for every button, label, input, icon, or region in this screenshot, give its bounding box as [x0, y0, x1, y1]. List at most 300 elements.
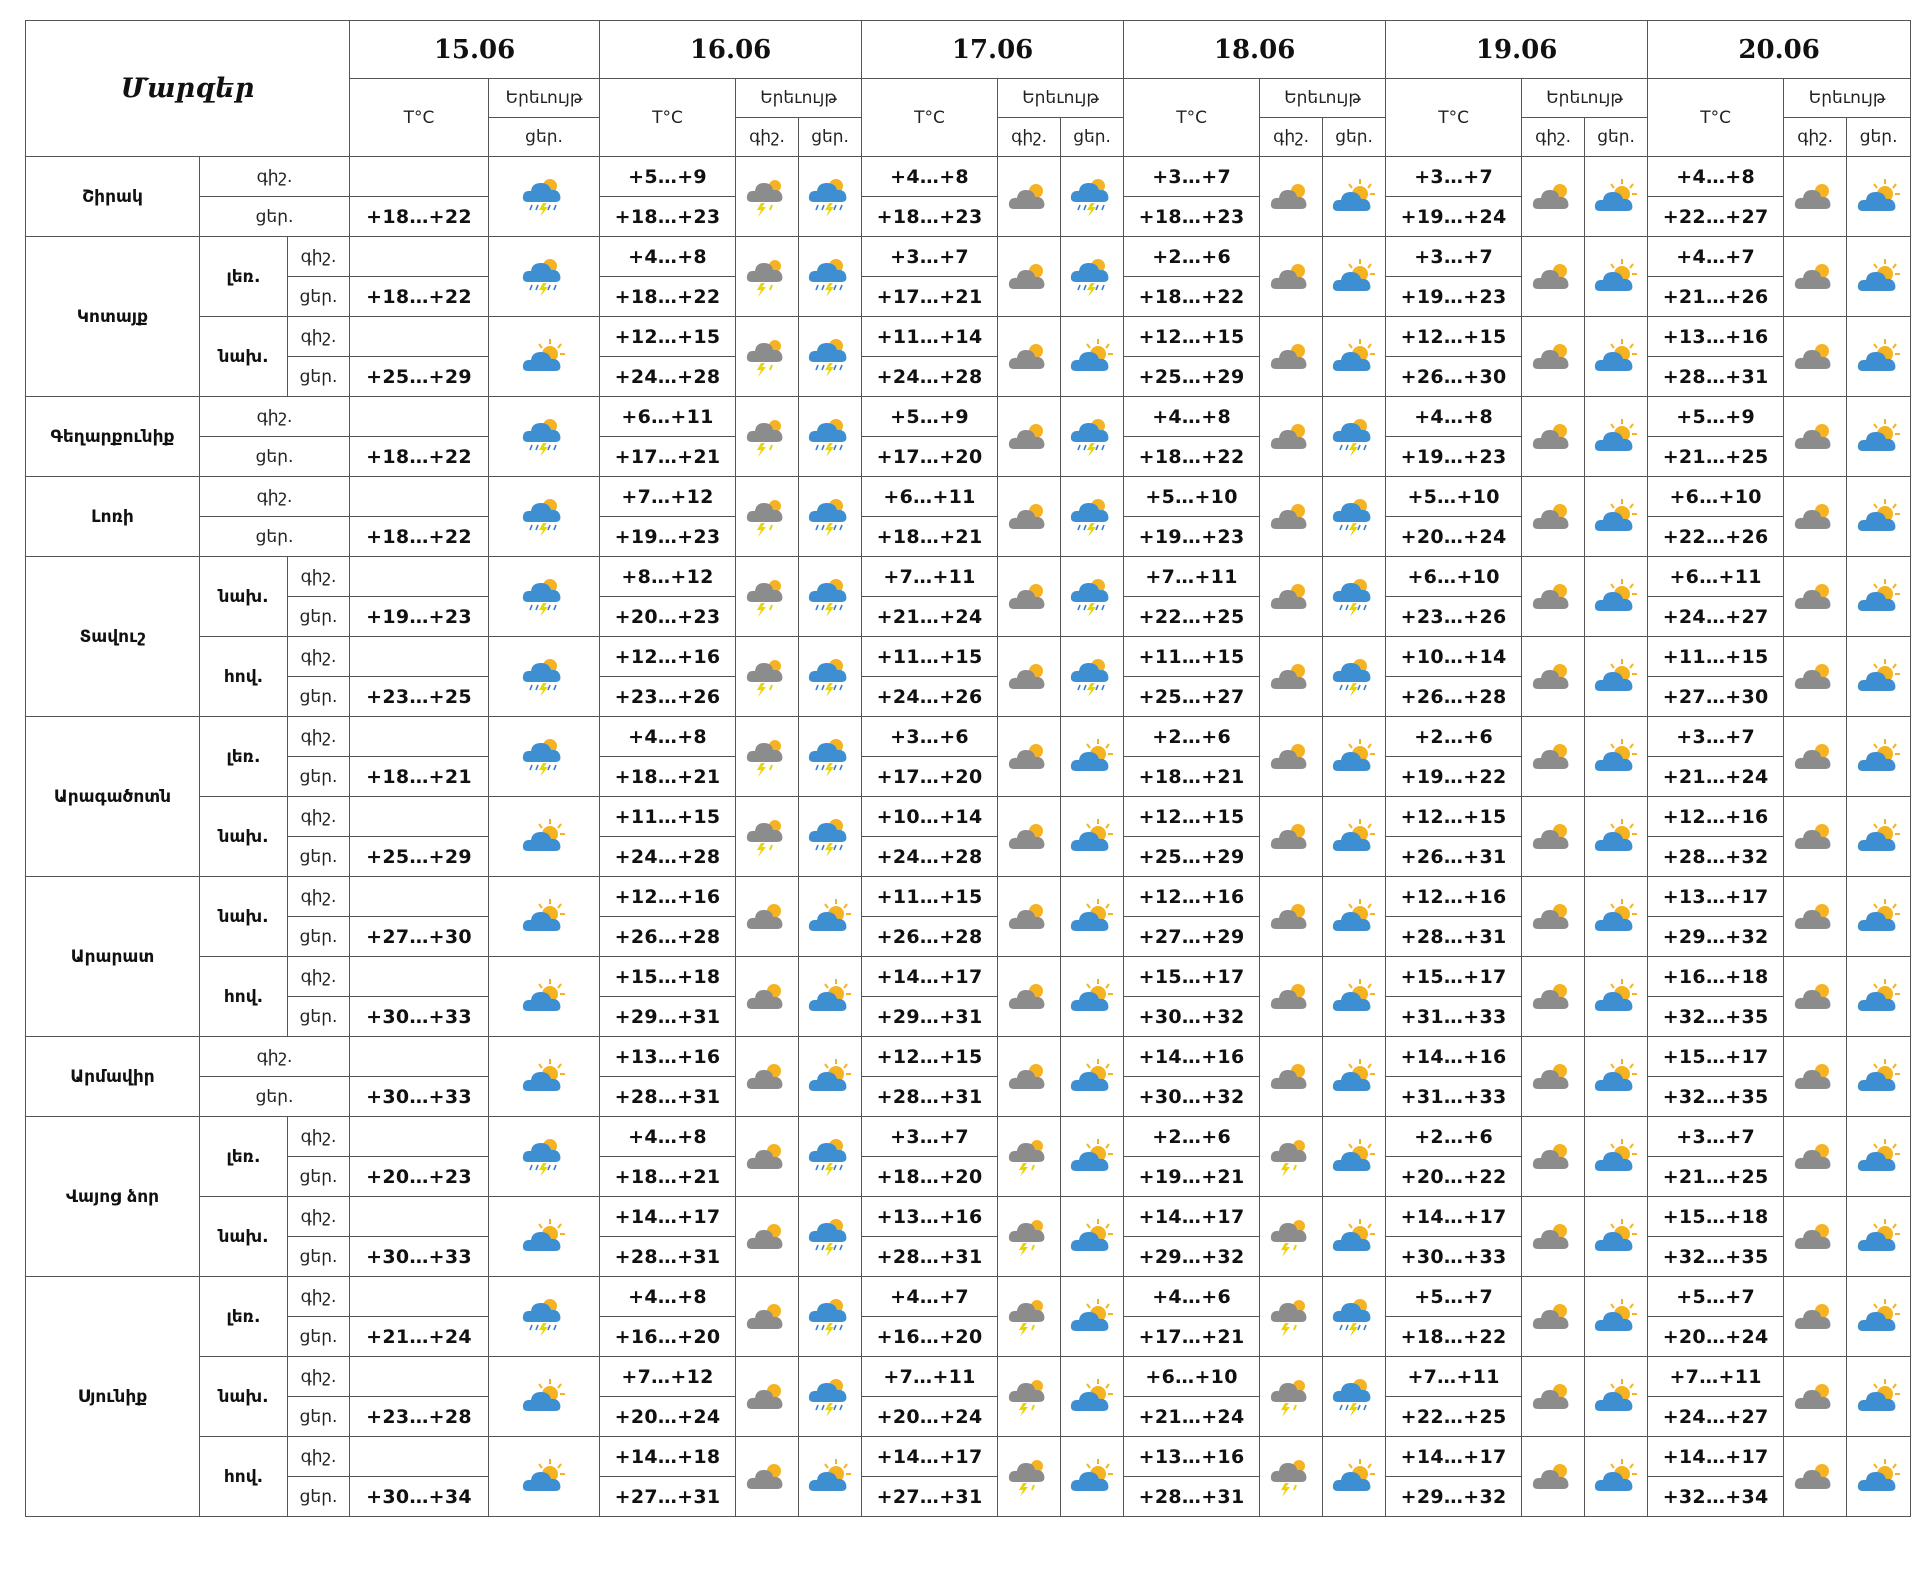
- sun-cloud-icon: [1585, 237, 1648, 317]
- night-temp: +12…+15: [1386, 317, 1522, 357]
- cloud-icon: [1784, 157, 1847, 237]
- night-temp: +2…+6: [1386, 717, 1522, 757]
- sun-cloud-rain-lightning-icon: [799, 717, 862, 797]
- day-temp: +24…+28: [862, 837, 998, 877]
- sun-cloud-icon: [1323, 1437, 1386, 1517]
- cloud-lightning-icon: [1260, 1277, 1323, 1357]
- night-temp: +14…+17: [600, 1197, 736, 1237]
- sun-cloud-icon: [1061, 957, 1124, 1037]
- table-row: [26, 1197, 1911, 1237]
- table-row: [26, 557, 1911, 597]
- sun-cloud-icon: [489, 797, 600, 877]
- day-temp: +24…+26: [862, 677, 998, 717]
- day-temp: +18…+22: [1124, 437, 1260, 477]
- day-temp: +24…+27: [1648, 1397, 1784, 1437]
- area-name: լեռ.: [200, 717, 288, 797]
- sun-cloud-icon: [1847, 717, 1911, 797]
- area-name: նախ.: [200, 877, 288, 957]
- cloud-icon: [1522, 557, 1585, 637]
- sun-cloud-rain-lightning-icon: [1061, 637, 1124, 717]
- sun-cloud-rain-lightning-icon: [489, 397, 600, 477]
- cloud-icon: [1784, 877, 1847, 957]
- night-temp: +13…+16: [1648, 317, 1784, 357]
- night-temp: +14…+17: [1648, 1437, 1784, 1477]
- cloud-icon: [1522, 1037, 1585, 1117]
- region-name: Սյունիք: [26, 1277, 200, 1517]
- sun-cloud-rain-lightning-icon: [489, 237, 600, 317]
- cloud-icon: [1260, 877, 1323, 957]
- cloud-lightning-icon: [736, 397, 799, 477]
- night-temp: +4…+8: [862, 157, 998, 197]
- forecast-container: [25, 20, 1911, 1517]
- day-temp: +16…+20: [600, 1317, 736, 1357]
- night-temp: +11…+15: [600, 797, 736, 837]
- day-temp: +18…+22: [350, 517, 489, 557]
- day-temp: +23…+26: [600, 677, 736, 717]
- sun-cloud-icon: [489, 317, 600, 397]
- night-temp: +14…+16: [1124, 1037, 1260, 1077]
- night-label: գիշ.: [288, 717, 350, 757]
- day-temp: +28…+31: [1386, 917, 1522, 957]
- cloud-icon: [1784, 237, 1847, 317]
- day-temp: +29…+31: [862, 997, 998, 1037]
- region-name: Լոռի: [26, 477, 200, 557]
- table-row: [26, 157, 1911, 197]
- sun-cloud-icon: [1585, 797, 1648, 877]
- day-temp: +23…+28: [350, 1397, 489, 1437]
- night-label: գիշ.: [288, 877, 350, 917]
- night-temp: +2…+6: [1386, 1117, 1522, 1157]
- night-temp: +11…+15: [862, 637, 998, 677]
- night-label: գիշ.: [288, 1437, 350, 1477]
- day-temp: +21…+25: [1648, 437, 1784, 477]
- sun-cloud-icon: [1585, 1197, 1648, 1277]
- night-temp: +4…+7: [1648, 237, 1784, 277]
- night-temp: +4…+8: [600, 717, 736, 757]
- cloud-icon: [1784, 1037, 1847, 1117]
- day-temp: +19…+23: [1124, 517, 1260, 557]
- night-temp: +4…+8: [1124, 397, 1260, 437]
- sun-cloud-icon: [1585, 877, 1648, 957]
- area-name: հով.: [200, 637, 288, 717]
- cloud-icon: [998, 717, 1061, 797]
- night-temp: +5…+10: [1124, 477, 1260, 517]
- sun-cloud-rain-lightning-icon: [799, 237, 862, 317]
- cloud-icon: [1522, 1277, 1585, 1357]
- sun-cloud-icon: [1847, 317, 1911, 397]
- night-temp: [350, 317, 489, 357]
- night-subheader: գիշ.: [736, 118, 799, 157]
- night-temp: +7…+11: [1124, 557, 1260, 597]
- cloud-icon: [1784, 397, 1847, 477]
- night-temp: +12…+15: [1124, 797, 1260, 837]
- day-label: ցեր.: [288, 1397, 350, 1437]
- sun-cloud-icon: [1847, 1277, 1911, 1357]
- sun-cloud-rain-lightning-icon: [1061, 557, 1124, 637]
- night-temp: +12…+15: [600, 317, 736, 357]
- date-header: 20.06: [1648, 21, 1911, 79]
- day-temp: +21…+24: [350, 1317, 489, 1357]
- day-label: ցեր.: [288, 677, 350, 717]
- night-temp: +3…+7: [1386, 157, 1522, 197]
- night-label: գիշ.: [288, 317, 350, 357]
- day-label: ցեր.: [288, 277, 350, 317]
- day-temp: +18…+22: [600, 277, 736, 317]
- day-label: ցեր.: [288, 597, 350, 637]
- sun-cloud-icon: [1585, 1277, 1648, 1357]
- day-temp: +22…+26: [1648, 517, 1784, 557]
- night-temp: +12…+15: [862, 1037, 998, 1077]
- night-temp: +5…+9: [600, 157, 736, 197]
- day-temp: +18…+23: [600, 197, 736, 237]
- day-temp: +24…+28: [862, 357, 998, 397]
- day-temp: +28…+31: [862, 1237, 998, 1277]
- cloud-icon: [1522, 797, 1585, 877]
- cloud-icon: [1260, 1037, 1323, 1117]
- day-temp: +21…+24: [862, 597, 998, 637]
- night-label: գիշ.: [200, 1037, 350, 1077]
- day-label: ցեր.: [200, 437, 350, 477]
- day-temp: +20…+24: [1648, 1317, 1784, 1357]
- sun-cloud-icon: [1585, 957, 1648, 1037]
- cloud-icon: [1260, 237, 1323, 317]
- cloud-icon: [736, 1037, 799, 1117]
- day-temp: +21…+24: [1124, 1397, 1260, 1437]
- cloud-lightning-icon: [998, 1117, 1061, 1197]
- night-temp: +13…+17: [1648, 877, 1784, 917]
- night-temp: +4…+8: [600, 237, 736, 277]
- day-temp: +19…+23: [350, 597, 489, 637]
- day-temp: +26…+28: [600, 917, 736, 957]
- night-temp: +6…+10: [1386, 557, 1522, 597]
- region-name: Արարատ: [26, 877, 200, 1037]
- cloud-icon: [1784, 1277, 1847, 1357]
- table-row: [26, 1117, 1911, 1157]
- sun-cloud-rain-lightning-icon: [1061, 397, 1124, 477]
- sun-cloud-rain-lightning-icon: [799, 1357, 862, 1437]
- cloud-icon: [736, 1197, 799, 1277]
- temp-column-header: T°C: [600, 79, 736, 157]
- night-temp: [350, 877, 489, 917]
- cloud-icon: [1522, 237, 1585, 317]
- night-temp: +16…+18: [1648, 957, 1784, 997]
- day-temp: +27…+31: [862, 1477, 998, 1517]
- sun-cloud-icon: [1585, 477, 1648, 557]
- day-temp: +23…+26: [1386, 597, 1522, 637]
- night-temp: +3…+7: [1386, 237, 1522, 277]
- sun-cloud-icon: [1585, 1437, 1648, 1517]
- day-temp: +18…+21: [862, 517, 998, 557]
- sun-cloud-icon: [1847, 957, 1911, 1037]
- sun-cloud-icon: [1061, 717, 1124, 797]
- table-row: [26, 877, 1911, 917]
- night-temp: [350, 1037, 489, 1077]
- cloud-icon: [1260, 477, 1323, 557]
- day-temp: +28…+32: [1648, 837, 1784, 877]
- night-temp: +3…+7: [862, 237, 998, 277]
- table-row: [26, 797, 1911, 837]
- cloud-icon: [998, 877, 1061, 957]
- night-temp: +14…+17: [1124, 1197, 1260, 1237]
- cloud-icon: [998, 797, 1061, 877]
- night-label: գիշ.: [288, 1357, 350, 1397]
- sun-cloud-rain-lightning-icon: [1323, 477, 1386, 557]
- night-temp: +12…+15: [1124, 317, 1260, 357]
- night-temp: +8…+12: [600, 557, 736, 597]
- night-temp: +11…+15: [1124, 637, 1260, 677]
- night-temp: +13…+16: [862, 1197, 998, 1237]
- day-temp: +18…+21: [600, 757, 736, 797]
- day-temp: +27…+30: [1648, 677, 1784, 717]
- sun-cloud-icon: [1323, 717, 1386, 797]
- sun-cloud-icon: [1061, 797, 1124, 877]
- day-temp: +16…+20: [862, 1317, 998, 1357]
- area-name: հով.: [200, 1437, 288, 1517]
- day-temp: +18…+22: [350, 197, 489, 237]
- day-label: ցեր.: [200, 517, 350, 557]
- night-temp: +6…+11: [600, 397, 736, 437]
- sun-cloud-icon: [489, 957, 600, 1037]
- day-temp: +30…+32: [1124, 1077, 1260, 1117]
- sun-cloud-icon: [1847, 797, 1911, 877]
- day-temp: +30…+33: [350, 1237, 489, 1277]
- sun-cloud-icon: [1061, 1277, 1124, 1357]
- cloud-lightning-icon: [998, 1197, 1061, 1277]
- area-name: լեռ.: [200, 1277, 288, 1357]
- sun-cloud-icon: [489, 1037, 600, 1117]
- cloud-lightning-icon: [736, 637, 799, 717]
- night-temp: +7…+12: [600, 477, 736, 517]
- sun-cloud-icon: [1847, 237, 1911, 317]
- cloud-icon: [1784, 1437, 1847, 1517]
- table-row: [26, 637, 1911, 677]
- day-temp: +18…+22: [350, 277, 489, 317]
- cloud-icon: [998, 1037, 1061, 1117]
- day-temp: +22…+25: [1124, 597, 1260, 637]
- day-temp: +20…+23: [350, 1157, 489, 1197]
- night-temp: +11…+15: [862, 877, 998, 917]
- sun-cloud-icon: [1847, 557, 1911, 637]
- area-name: լեռ.: [200, 237, 288, 317]
- day-temp: +19…+24: [1386, 197, 1522, 237]
- cloud-icon: [1784, 1197, 1847, 1277]
- night-temp: +6…+10: [1124, 1357, 1260, 1397]
- sun-cloud-icon: [1061, 317, 1124, 397]
- night-temp: +6…+10: [1648, 477, 1784, 517]
- night-subheader: գիշ.: [1260, 118, 1323, 157]
- night-temp: +7…+11: [1386, 1357, 1522, 1397]
- day-label: ցեր.: [288, 837, 350, 877]
- sun-cloud-icon: [1585, 717, 1648, 797]
- night-temp: +5…+9: [1648, 397, 1784, 437]
- sun-cloud-icon: [1061, 1117, 1124, 1197]
- sun-cloud-icon: [799, 877, 862, 957]
- sun-cloud-icon: [1585, 157, 1648, 237]
- day-temp: +19…+23: [600, 517, 736, 557]
- cloud-icon: [736, 1117, 799, 1197]
- cloud-icon: [1784, 637, 1847, 717]
- night-temp: +14…+17: [862, 1437, 998, 1477]
- cloud-icon: [1784, 957, 1847, 1037]
- day-temp: +18…+22: [350, 437, 489, 477]
- sun-cloud-icon: [1323, 957, 1386, 1037]
- night-temp: +3…+7: [1124, 157, 1260, 197]
- cloud-icon: [1260, 157, 1323, 237]
- night-temp: +4…+8: [1648, 157, 1784, 197]
- sun-cloud-rain-lightning-icon: [799, 1197, 862, 1277]
- day-temp: +31…+33: [1386, 997, 1522, 1037]
- cloud-icon: [1784, 1117, 1847, 1197]
- table-row: [26, 397, 1911, 437]
- day-temp: +19…+23: [1386, 437, 1522, 477]
- day-temp: +25…+29: [1124, 357, 1260, 397]
- weather-column-header: Երեւույթ: [998, 79, 1124, 118]
- forecast-table: [25, 20, 1911, 1517]
- sun-cloud-rain-lightning-icon: [799, 157, 862, 237]
- region-name: Արագածոտն: [26, 717, 200, 877]
- cloud-icon: [998, 397, 1061, 477]
- sun-cloud-rain-lightning-icon: [1061, 237, 1124, 317]
- night-temp: [350, 717, 489, 757]
- day-temp: +18…+21: [600, 1157, 736, 1197]
- day-temp: +26…+28: [1386, 677, 1522, 717]
- sun-cloud-rain-lightning-icon: [1323, 637, 1386, 717]
- night-temp: [350, 157, 489, 197]
- night-temp: +12…+15: [1386, 797, 1522, 837]
- night-temp: [350, 397, 489, 437]
- night-temp: [350, 1357, 489, 1397]
- cloud-icon: [1522, 717, 1585, 797]
- sun-cloud-icon: [1323, 1117, 1386, 1197]
- day-temp: +32…+34: [1648, 1477, 1784, 1517]
- night-temp: +12…+16: [600, 637, 736, 677]
- night-label: գիշ.: [288, 557, 350, 597]
- night-temp: +2…+6: [1124, 717, 1260, 757]
- sun-cloud-rain-lightning-icon: [799, 797, 862, 877]
- night-temp: +4…+6: [1124, 1277, 1260, 1317]
- cloud-icon: [1522, 1117, 1585, 1197]
- cloud-icon: [998, 557, 1061, 637]
- day-temp: +27…+29: [1124, 917, 1260, 957]
- day-temp: +29…+32: [1124, 1237, 1260, 1277]
- sun-cloud-icon: [1061, 1037, 1124, 1117]
- night-temp: +15…+17: [1124, 957, 1260, 997]
- cloud-icon: [736, 1277, 799, 1357]
- night-temp: +14…+17: [1386, 1437, 1522, 1477]
- cloud-icon: [1784, 1357, 1847, 1437]
- sun-cloud-icon: [1323, 157, 1386, 237]
- cloud-icon: [1784, 477, 1847, 557]
- night-label: գիշ.: [288, 957, 350, 997]
- day-temp: +19…+22: [1386, 757, 1522, 797]
- day-temp: +31…+33: [1386, 1077, 1522, 1117]
- day-temp: +17…+20: [862, 437, 998, 477]
- day-subheader: ցեր.: [1847, 118, 1911, 157]
- sun-cloud-rain-lightning-icon: [1061, 477, 1124, 557]
- weather-column-header: Երեւույթ: [1522, 79, 1648, 118]
- cloud-icon: [1260, 557, 1323, 637]
- cloud-icon: [1522, 957, 1585, 1037]
- cloud-lightning-icon: [998, 1357, 1061, 1437]
- cloud-lightning-icon: [736, 477, 799, 557]
- sun-cloud-rain-lightning-icon: [799, 557, 862, 637]
- day-temp: +25…+29: [1124, 837, 1260, 877]
- day-temp: +25…+29: [350, 837, 489, 877]
- night-temp: +4…+7: [862, 1277, 998, 1317]
- sun-cloud-icon: [1847, 1437, 1911, 1517]
- sun-cloud-icon: [1061, 1197, 1124, 1277]
- day-temp: +18…+21: [1124, 757, 1260, 797]
- cloud-icon: [736, 1357, 799, 1437]
- day-temp: +30…+33: [1386, 1237, 1522, 1277]
- day-temp: +17…+21: [1124, 1317, 1260, 1357]
- night-temp: [350, 797, 489, 837]
- sun-cloud-icon: [489, 1197, 600, 1277]
- day-temp: +25…+29: [350, 357, 489, 397]
- sun-cloud-rain-lightning-icon: [1323, 397, 1386, 477]
- night-temp: +2…+6: [1124, 237, 1260, 277]
- table-row: [26, 717, 1911, 757]
- day-temp: +24…+27: [1648, 597, 1784, 637]
- day-temp: +17…+21: [862, 277, 998, 317]
- night-temp: +5…+7: [1386, 1277, 1522, 1317]
- night-temp: [350, 1117, 489, 1157]
- night-temp: [350, 637, 489, 677]
- sun-cloud-icon: [799, 957, 862, 1037]
- cloud-icon: [998, 237, 1061, 317]
- day-temp: +25…+27: [1124, 677, 1260, 717]
- cloud-icon: [1784, 717, 1847, 797]
- cloud-icon: [1784, 797, 1847, 877]
- weather-column-header: Երեւույթ: [1784, 79, 1911, 118]
- night-temp: +3…+7: [1648, 717, 1784, 757]
- region-name: Վայոց ձոր: [26, 1117, 200, 1277]
- night-label: գիշ.: [200, 477, 350, 517]
- day-temp: +28…+31: [1124, 1477, 1260, 1517]
- day-temp: +30…+34: [350, 1477, 489, 1517]
- sun-cloud-rain-lightning-icon: [799, 317, 862, 397]
- cloud-lightning-icon: [1260, 1357, 1323, 1437]
- night-temp: +7…+12: [600, 1357, 736, 1397]
- cloud-icon: [1522, 397, 1585, 477]
- sun-cloud-rain-lightning-icon: [489, 557, 600, 637]
- day-label: ցեր.: [288, 757, 350, 797]
- day-temp: +27…+30: [350, 917, 489, 957]
- day-temp: +19…+21: [1124, 1157, 1260, 1197]
- sun-cloud-rain-lightning-icon: [1323, 1357, 1386, 1437]
- night-temp: [350, 477, 489, 517]
- sun-cloud-icon: [1323, 1037, 1386, 1117]
- cloud-lightning-icon: [998, 1437, 1061, 1517]
- sun-cloud-icon: [1061, 1357, 1124, 1437]
- cloud-icon: [1260, 957, 1323, 1037]
- sun-cloud-icon: [1585, 317, 1648, 397]
- night-temp: [350, 1197, 489, 1237]
- area-name: լեռ.: [200, 1117, 288, 1197]
- day-label: ցեր.: [288, 1237, 350, 1277]
- day-temp: +20…+24: [1386, 517, 1522, 557]
- sun-cloud-icon: [1847, 157, 1911, 237]
- night-temp: +14…+17: [862, 957, 998, 997]
- day-subheader: ցեր.: [1585, 118, 1648, 157]
- sun-cloud-icon: [1323, 877, 1386, 957]
- sun-cloud-icon: [1847, 1037, 1911, 1117]
- day-temp: +21…+24: [1648, 757, 1784, 797]
- day-temp: +28…+31: [1648, 357, 1784, 397]
- cloud-icon: [1522, 157, 1585, 237]
- night-label: գիշ.: [200, 157, 350, 197]
- day-temp: +20…+24: [862, 1397, 998, 1437]
